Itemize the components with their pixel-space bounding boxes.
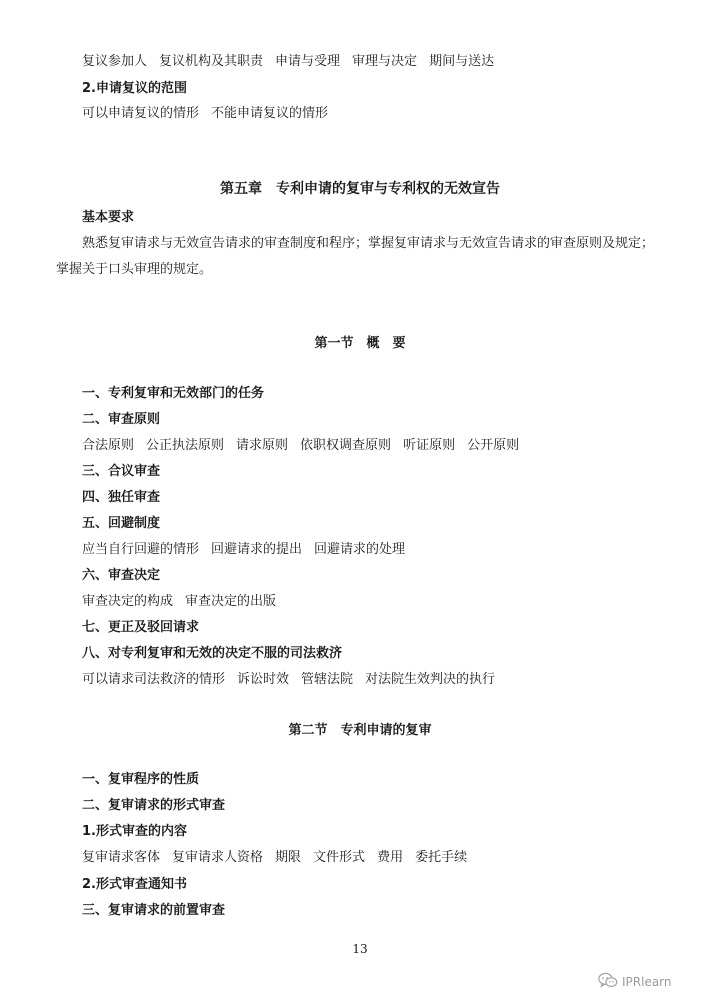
list-item: 管辖法院 [301,672,354,687]
list-item: 复议参加人 [82,54,148,69]
sec1-h2: 二、审查原则 [82,412,161,427]
list-item: 费用 [377,850,404,865]
list-item: 审查决定的出版 [185,594,277,609]
list-item: 期限 [275,850,302,865]
list-item: 可以请求司法救济的情形 [82,672,226,687]
watermark [598,972,672,992]
sec1-h8: 八、对专利复审和无效的决定不服的司法救济 [82,646,343,661]
sec1-h2-items [82,438,519,454]
list-item: 合法原则 [82,438,135,453]
list-item: 复审请求人资格 [172,850,264,865]
sec2-h2: 二、复审请求的形式审查 [82,798,226,813]
s2-heading: 2.申请复议的范围 [82,81,187,96]
sec2-s2: 2.形式审查通知书 [82,877,187,892]
sec1-h4: 四、独任审查 [82,490,161,505]
list-item: 诉讼时效 [237,672,290,687]
chapter-title: 第五章 专利申请的复审与专利权的无效宣告 [220,181,500,197]
list-item: 可以申请复议的情形 [82,106,200,121]
list-item: 审理与决定 [352,54,418,69]
section2-title: 第二节 专利申请的复审 [288,723,432,738]
list-item: 听证原则 [403,438,456,453]
list-item: 对法院生效判决的执行 [365,672,496,687]
sec1-h7: 七、更正及驳回请求 [82,620,200,635]
list-item: 审查决定的构成 [82,594,174,609]
list-item: 文件形式 [313,850,366,865]
sec1-h1: 一、专利复审和无效部门的任务 [82,386,265,401]
list-item: 回避请求的提出 [211,542,303,557]
watermark-text: IPRlearn [622,975,672,989]
page-number: 13 [352,942,368,956]
basic-requirements-line2: 掌握关于口头审理的规定。 [56,262,213,277]
s2-items [82,106,328,122]
sec2-s1: 1.形式审查的内容 [82,824,187,839]
list-item: 期间与送达 [429,54,495,69]
list-item: 公开原则 [467,438,520,453]
list-item: 公正执法原则 [146,438,225,453]
basic-requirements-label: 基本要求 [82,210,135,225]
sec1-h5: 五、回避制度 [82,516,161,531]
list-item: 委托手续 [415,850,468,865]
sec2-s1-items [82,850,467,866]
list-item: 复审请求客体 [82,850,161,865]
line1-items [82,54,494,70]
sec1-h6: 六、审查决定 [82,568,161,583]
list-item: 请求原则 [236,438,289,453]
sec2-h3: 三、复审请求的前置审查 [82,903,226,918]
list-item: 应当自行回避的情形 [82,542,200,557]
list-item: 依职权调查原则 [300,438,392,453]
list-item: 回避请求的处理 [314,542,406,557]
sec1-h3: 三、合议审查 [82,464,161,479]
list-item: 复议机构及其职责 [159,54,264,69]
list-item: 申请与受理 [275,54,341,69]
wechat-icon [598,972,618,992]
sec1-h5-items [82,542,405,558]
sec1-h6-items [82,594,276,610]
sec2-h1: 一、复审程序的性质 [82,772,200,787]
sec1-h8-items [82,672,495,688]
list-item: 不能申请复议的情形 [211,106,329,121]
section1-title: 第一节 概 要 [314,336,406,351]
basic-requirements-line1: 熟悉复审请求与无效宣告请求的审查制度和程序；掌握复审请求与无效宣告请求的审查原则及规定； [82,236,655,251]
